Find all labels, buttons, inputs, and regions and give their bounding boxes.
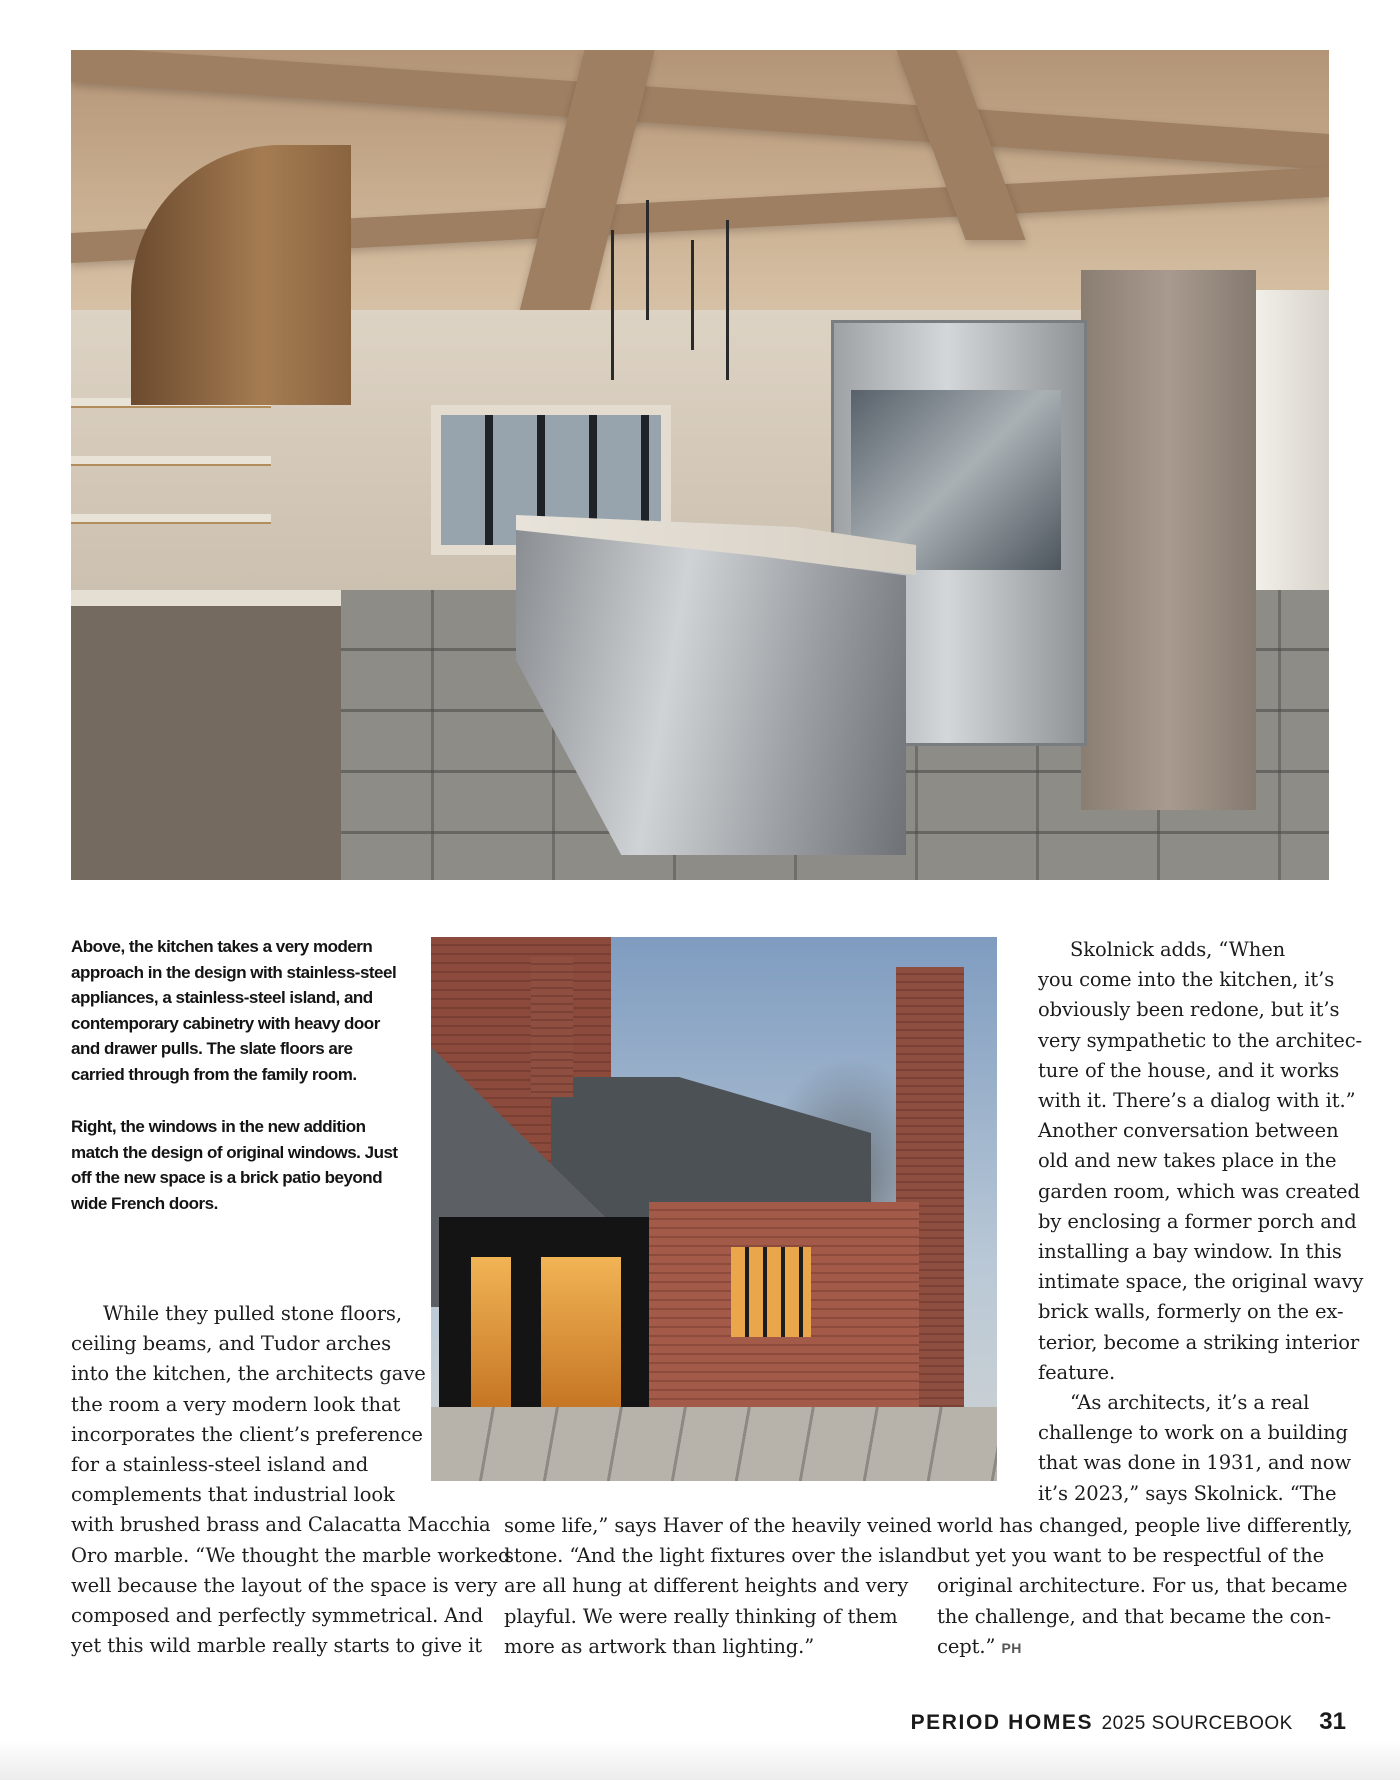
body-right-column-bottom: [937, 1511, 1353, 1663]
exterior-caption: [71, 1114, 398, 1216]
body-line: installing a bay window. In this: [1038, 1240, 1342, 1264]
caption-line: match the design of original windows. Just: [71, 1142, 398, 1162]
exterior-patio-photo: [431, 937, 997, 1481]
page-footer: [911, 1708, 1346, 1736]
caption-line: and drawer pulls. The slate floors are: [71, 1039, 353, 1059]
body-line: complements that industrial look: [71, 1483, 395, 1507]
body-left-column: [71, 1299, 510, 1661]
caption-line: wide French doors.: [71, 1193, 218, 1213]
body-right-column: [1038, 935, 1363, 1509]
caption-line: carried through from the family room.: [71, 1064, 357, 1084]
body-line: Another conversation between: [1038, 1119, 1339, 1143]
body-line: “As architects, it’s a real: [1070, 1391, 1310, 1415]
body-line: incorporates the client’s preference: [71, 1422, 423, 1446]
body-line: brick walls, formerly on the ex-: [1038, 1300, 1344, 1324]
caption-line: appliances, a stainless-steel island, and: [71, 988, 373, 1008]
body-line: intimate space, the original wavy: [1038, 1270, 1364, 1294]
body-line: While they pulled stone floors,: [103, 1302, 402, 1325]
author-signoff: PH: [1001, 1639, 1022, 1656]
body-middle-column: [504, 1511, 937, 1662]
body-line: some life,” says Haver of the heavily veined: [504, 1514, 932, 1537]
body-line: composed and perfectly symmetrical. And: [71, 1604, 484, 1628]
caption-line: approach in the design with stainless-steel: [71, 962, 397, 982]
body-line: but yet you want to be respectful of the: [937, 1544, 1325, 1568]
body-line: world has changed, people live differently,: [937, 1514, 1353, 1537]
body-line: Skolnick adds, “When: [1070, 938, 1286, 961]
body-line: are all hung at different heights and very: [504, 1574, 909, 1598]
issue-label: 2025 SOURCEBOOK: [1101, 1713, 1293, 1734]
caption-line: Above, the kitchen takes a very modern: [71, 937, 373, 956]
body-line: very sympathetic to the architec-: [1038, 1028, 1363, 1052]
caption-line: contemporary cabinetry with heavy door: [71, 1013, 380, 1033]
body-line: that was done in 1931, and now: [1038, 1451, 1351, 1475]
body-line: garden room, which was created: [1038, 1179, 1360, 1203]
body-line: ceiling beams, and Tudor arches: [71, 1332, 392, 1356]
body-line: it’s 2023,” says Skolnick. “The: [1038, 1481, 1337, 1505]
body-line: Oro marble. “We thought the marble worked: [71, 1543, 511, 1567]
body-line: challenge to work on a building: [1038, 1421, 1348, 1445]
body-line: the challenge, and that became the con-: [937, 1604, 1331, 1628]
body-line: more as artwork than lighting.”: [504, 1634, 815, 1658]
body-line-text: cept.”: [937, 1634, 996, 1658]
magazine-title: PERIOD HOMES: [910, 1711, 1094, 1734]
kitchen-photo: [71, 50, 1329, 880]
body-line: terior, become a striking interior: [1038, 1330, 1360, 1354]
body-line: the room a very modern look that: [71, 1392, 401, 1416]
body-line: for a stainless-steel island and: [71, 1453, 369, 1477]
body-line: you come into the kitchen, it’s: [1038, 968, 1335, 992]
page-number: 31: [1319, 1708, 1346, 1735]
body-line: with brushed brass and Calacatta Macchia: [71, 1513, 491, 1537]
body-line: obviously been redone, but it’s: [1038, 998, 1340, 1022]
body-line: ture of the house, and it works: [1038, 1058, 1340, 1082]
page-bottom-shadow: [0, 1740, 1400, 1780]
caption-line: off the new space is a brick patio beyond: [71, 1168, 383, 1188]
kitchen-caption: [71, 934, 397, 1088]
body-line: original architecture. For us, that became: [937, 1574, 1348, 1598]
body-line: by enclosing a former porch and: [1038, 1209, 1357, 1233]
body-line: [937, 1632, 1353, 1663]
body-line: with it. There’s a dialog with it.”: [1038, 1089, 1356, 1113]
body-line: yet this wild marble really starts to give it: [71, 1634, 482, 1658]
caption-line: Right, the windows in the new addition: [71, 1117, 366, 1136]
body-line: stone. “And the light fixtures over the island: [504, 1544, 937, 1568]
body-line: playful. We were really thinking of them: [504, 1604, 898, 1628]
body-line: into the kitchen, the architects gave: [71, 1362, 426, 1386]
body-line: old and new takes place in the: [1038, 1149, 1337, 1173]
body-line: feature.: [1038, 1360, 1116, 1384]
body-line: well because the layout of the space is very: [71, 1573, 498, 1597]
